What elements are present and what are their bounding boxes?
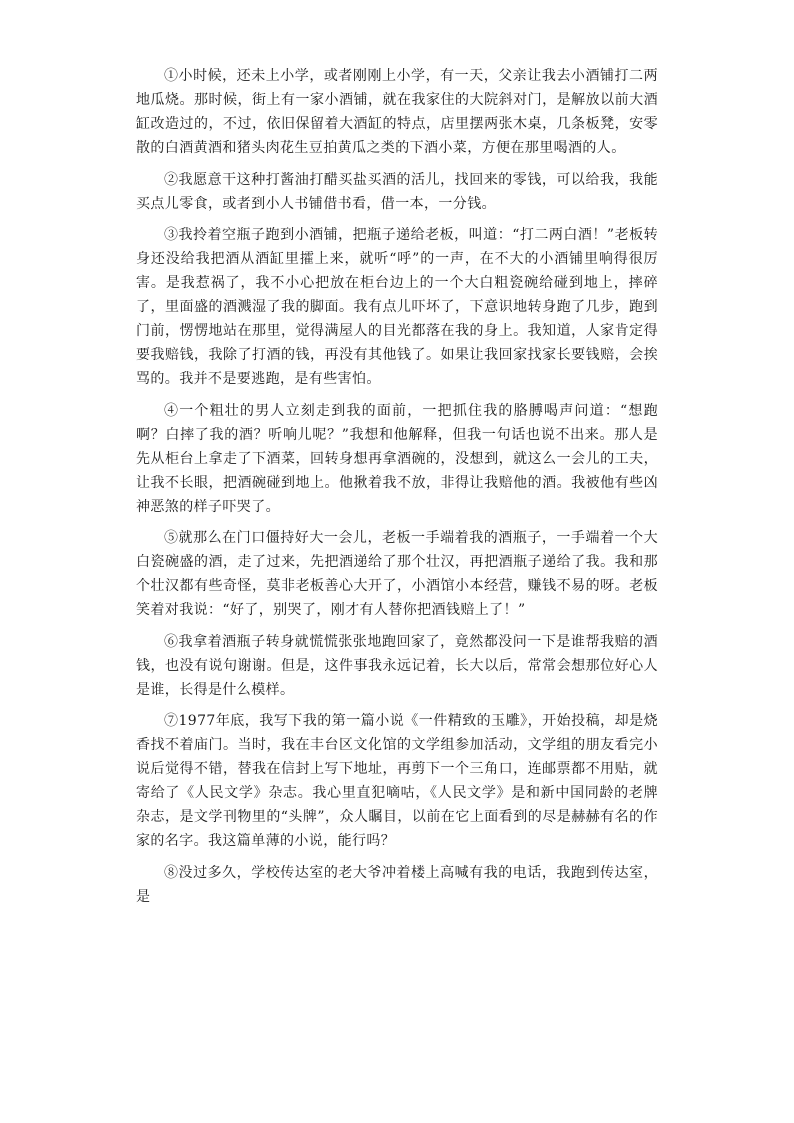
paragraph-8: ⑧没过多久，学校传达室的老大爷冲着楼上高喊有我的电话，我跑到传达室，是 [136,864,658,905]
paragraph-3: ③我拎着空瓶子跑到小酒铺，把瓶子递给老板，叫道：“打二两白酒！”老板转身还没给我把酒从酒缸里攉上来，就听“呼”的一声，在不大的小酒铺里响得很厉害。是我惹祸了，我不小心把放在柜台边上的一个大白粗瓷碗给碰到地上，摔碎了，里面盛的酒溅湿了我的脚面。我有点儿吓坏了，下意识地转身跑了几步，跑到门前，愣愣地站在那里，觉得满屋人的目光都落在我的身上。我知道，人家肯定得要我赔钱，我除了打酒的钱，再没有其他钱了。如果让我回家找家长要钱赔，会挨骂的。我并不是要逃跑，是有些害怕。 [136,227,658,387]
paragraph-1: ①小时候，还未上小学，或者刚刚上小学，有一天，父亲让我去小酒铺打二两地瓜烧。那时候，街上有一家小酒铺，就在我家住的大院斜对门，是解放以前大酒缸改造过的，不过，依旧保留着大酒缸的特点，店里摆两张木桌，几条板凳，安零散的白酒黄酒和猪头肉花生豆拍黄瓜之类的下酒小菜，方便在那里喝酒的人。 [136,68,658,156]
paragraph-7: ⑦1977年底，我写下我的第一篇小说《一件精致的玉雕》，开始投稿，却是烧香找不着庙门。当时，我在丰台区文化馆的文学组参加活动，文学组的朋友看完小说后觉得不错，替我在信封上写下地址，再剪下一个三角口，连邮票都不用贴，就寄给了《人民文学》杂志。我心里直犯嘀咕，《人民文学》是和新中国同龄的老牌杂志，是文学刊物里的“头牌”，众人瞩目，以前在它上面看到的尽是赫赫有名的作家的名字。我这篇单薄的小说，能行吗？ [136,713,658,849]
paragraph-2: ②我愿意干这种打酱油打醋买盐买酒的活儿，找回来的零钱，可以给我，我能买点儿零食，或者到小人书铺借书看，借一本，一分钱。 [136,171,658,212]
paragraph-6: ⑥我拿着酒瓶子转身就慌慌张张地跑回家了，竟然都没问一下是谁帮我赔的酒钱，也没有说句谢谢。但是，这件事我永远记着，长大以后，常常会想那位好心人是谁，长得是什么模样。 [136,633,658,698]
paragraph-5: ⑤就那么在门口僵持好大一会儿，老板一手端着我的酒瓶子，一手端着一个大白瓷碗盛的酒，走了过来，先把酒递给了那个壮汉，再把酒瓶子递给了我。我和那个壮汉都有些奇怪，莫非老板善心大开了，小酒馆小本经营，赚钱不易的呀。老板笑着对我说：“好了，别哭了，刚才有人替你把酒钱赔上了！” [136,530,658,618]
paragraph-4: ④一个粗壮的男人立刻走到我的面前，一把抓住我的胳膊喝声问道：“想跑啊？白摔了我的酒？听响儿呢？”我想和他解释，但我一句话也说不出来。那人是先从柜台上拿走了下酒菜，回转身想再拿酒碗的，没想到，就这么一会儿的工夫，让我不长眼，把酒碗碰到地上。他揪着我不放，非得让我赔他的酒。我被他有些凶神恶煞的样子吓哭了。 [136,402,658,515]
document-page [136,64,658,916]
